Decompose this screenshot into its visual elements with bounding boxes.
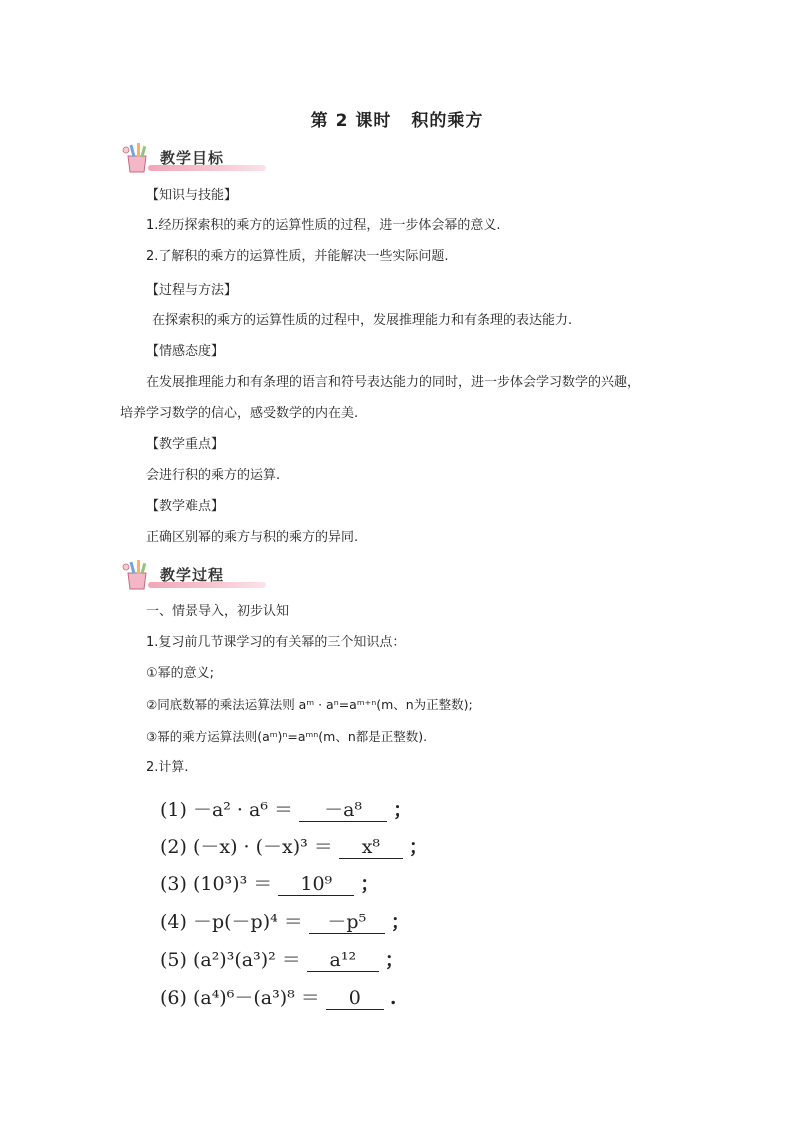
exercise-end: ； <box>360 873 380 895</box>
exercise-end: ； <box>390 911 410 933</box>
review-point-3: ③幂的乘方运算法则(aᵐ)ⁿ=aᵐⁿ(m、n都是正整数). <box>146 729 428 744</box>
page-title <box>0 106 794 131</box>
key-point-heading: 【教学重点】 <box>146 437 225 452</box>
badge-teaching-goals <box>120 142 270 174</box>
exercise-expression: (1) －a² · a⁶ ＝ <box>160 799 294 821</box>
process-method-text: 在探索积的乘方的运算性质的过程中，发展推理能力和有条理的表达能力. <box>152 313 573 328</box>
difficulty-text: 正确区别幂的乘方与积的乘方的异同. <box>146 530 359 545</box>
exercise-expression: (2) (－x) · (－x)³ ＝ <box>160 836 333 858</box>
exercise-expression: (5) (a²)³(a³)² ＝ <box>160 949 301 971</box>
exercise-end: . <box>389 987 397 1009</box>
review-point-1: ①幂的意义; <box>146 666 215 681</box>
exercise-answer: a¹² <box>307 949 379 972</box>
exercise-answer: 10⁹ <box>278 873 354 896</box>
review-item-1: 1.复习前几节课学习的有关幂的三个知识点： <box>146 635 406 650</box>
exercise-end: ； <box>384 949 404 971</box>
knowledge-heading: 【知识与技能】 <box>146 188 238 203</box>
knowledge-item-1: 1.经历探索积的乘方的运算性质的过程，进一步体会幂的意义. <box>146 218 501 233</box>
exercise-answer: －p⁵ <box>309 911 385 934</box>
exercise-expression: (6) (a⁴)⁶－(a³)⁸ ＝ <box>160 987 320 1009</box>
attitude-heading: 【情感态度】 <box>146 344 225 359</box>
exercise-answer: 0 <box>326 987 384 1010</box>
badge-label: 教学过程 <box>160 566 225 584</box>
exercise-answer: x⁸ <box>339 836 403 859</box>
badge-teaching-process <box>120 559 270 591</box>
key-point-text: 会进行积的乘方的运算. <box>146 468 281 483</box>
difficulty-heading: 【教学难点】 <box>146 499 225 514</box>
knowledge-item-2: 2.了解积的乘方的运算性质，并能解决一些实际问题. <box>146 249 449 264</box>
lesson-topic: 积的乘方 <box>411 111 484 131</box>
exercise-expression: (4) －p(－p)⁴ ＝ <box>160 911 303 933</box>
exercise-answer: －a⁸ <box>299 799 387 822</box>
exercise-expression: (3) (10³)³ ＝ <box>160 873 273 895</box>
exercise-4 <box>160 907 410 934</box>
review-item-2: 2.计算. <box>146 760 189 775</box>
badge-label: 教学目标 <box>160 149 225 167</box>
exercise-3 <box>160 869 379 896</box>
attitude-text-line-2: 培养学习数学的信心，感受数学的内在美. <box>120 406 359 421</box>
review-point-2: ②同底数幂的乘法运算法则 aᵐ · aⁿ=aᵐ⁺ⁿ(m、n为正整数); <box>146 697 473 712</box>
exercise-end: ； <box>408 836 428 858</box>
exercise-end: ； <box>393 799 413 821</box>
exercise-5 <box>160 945 404 972</box>
attitude-text-line-1: 在发展推理能力和有条理的语言和符号表达能力的同时，进一步体会学习数学的兴趣， <box>146 375 641 390</box>
lesson-number: 第 2 课时 <box>310 111 392 131</box>
exercise-2 <box>160 832 428 859</box>
exercise-6 <box>160 983 396 1010</box>
section-intro: 一、情景导入，初步认知 <box>146 604 290 619</box>
exercise-1 <box>160 795 412 822</box>
process-method-heading: 【过程与方法】 <box>146 283 238 298</box>
